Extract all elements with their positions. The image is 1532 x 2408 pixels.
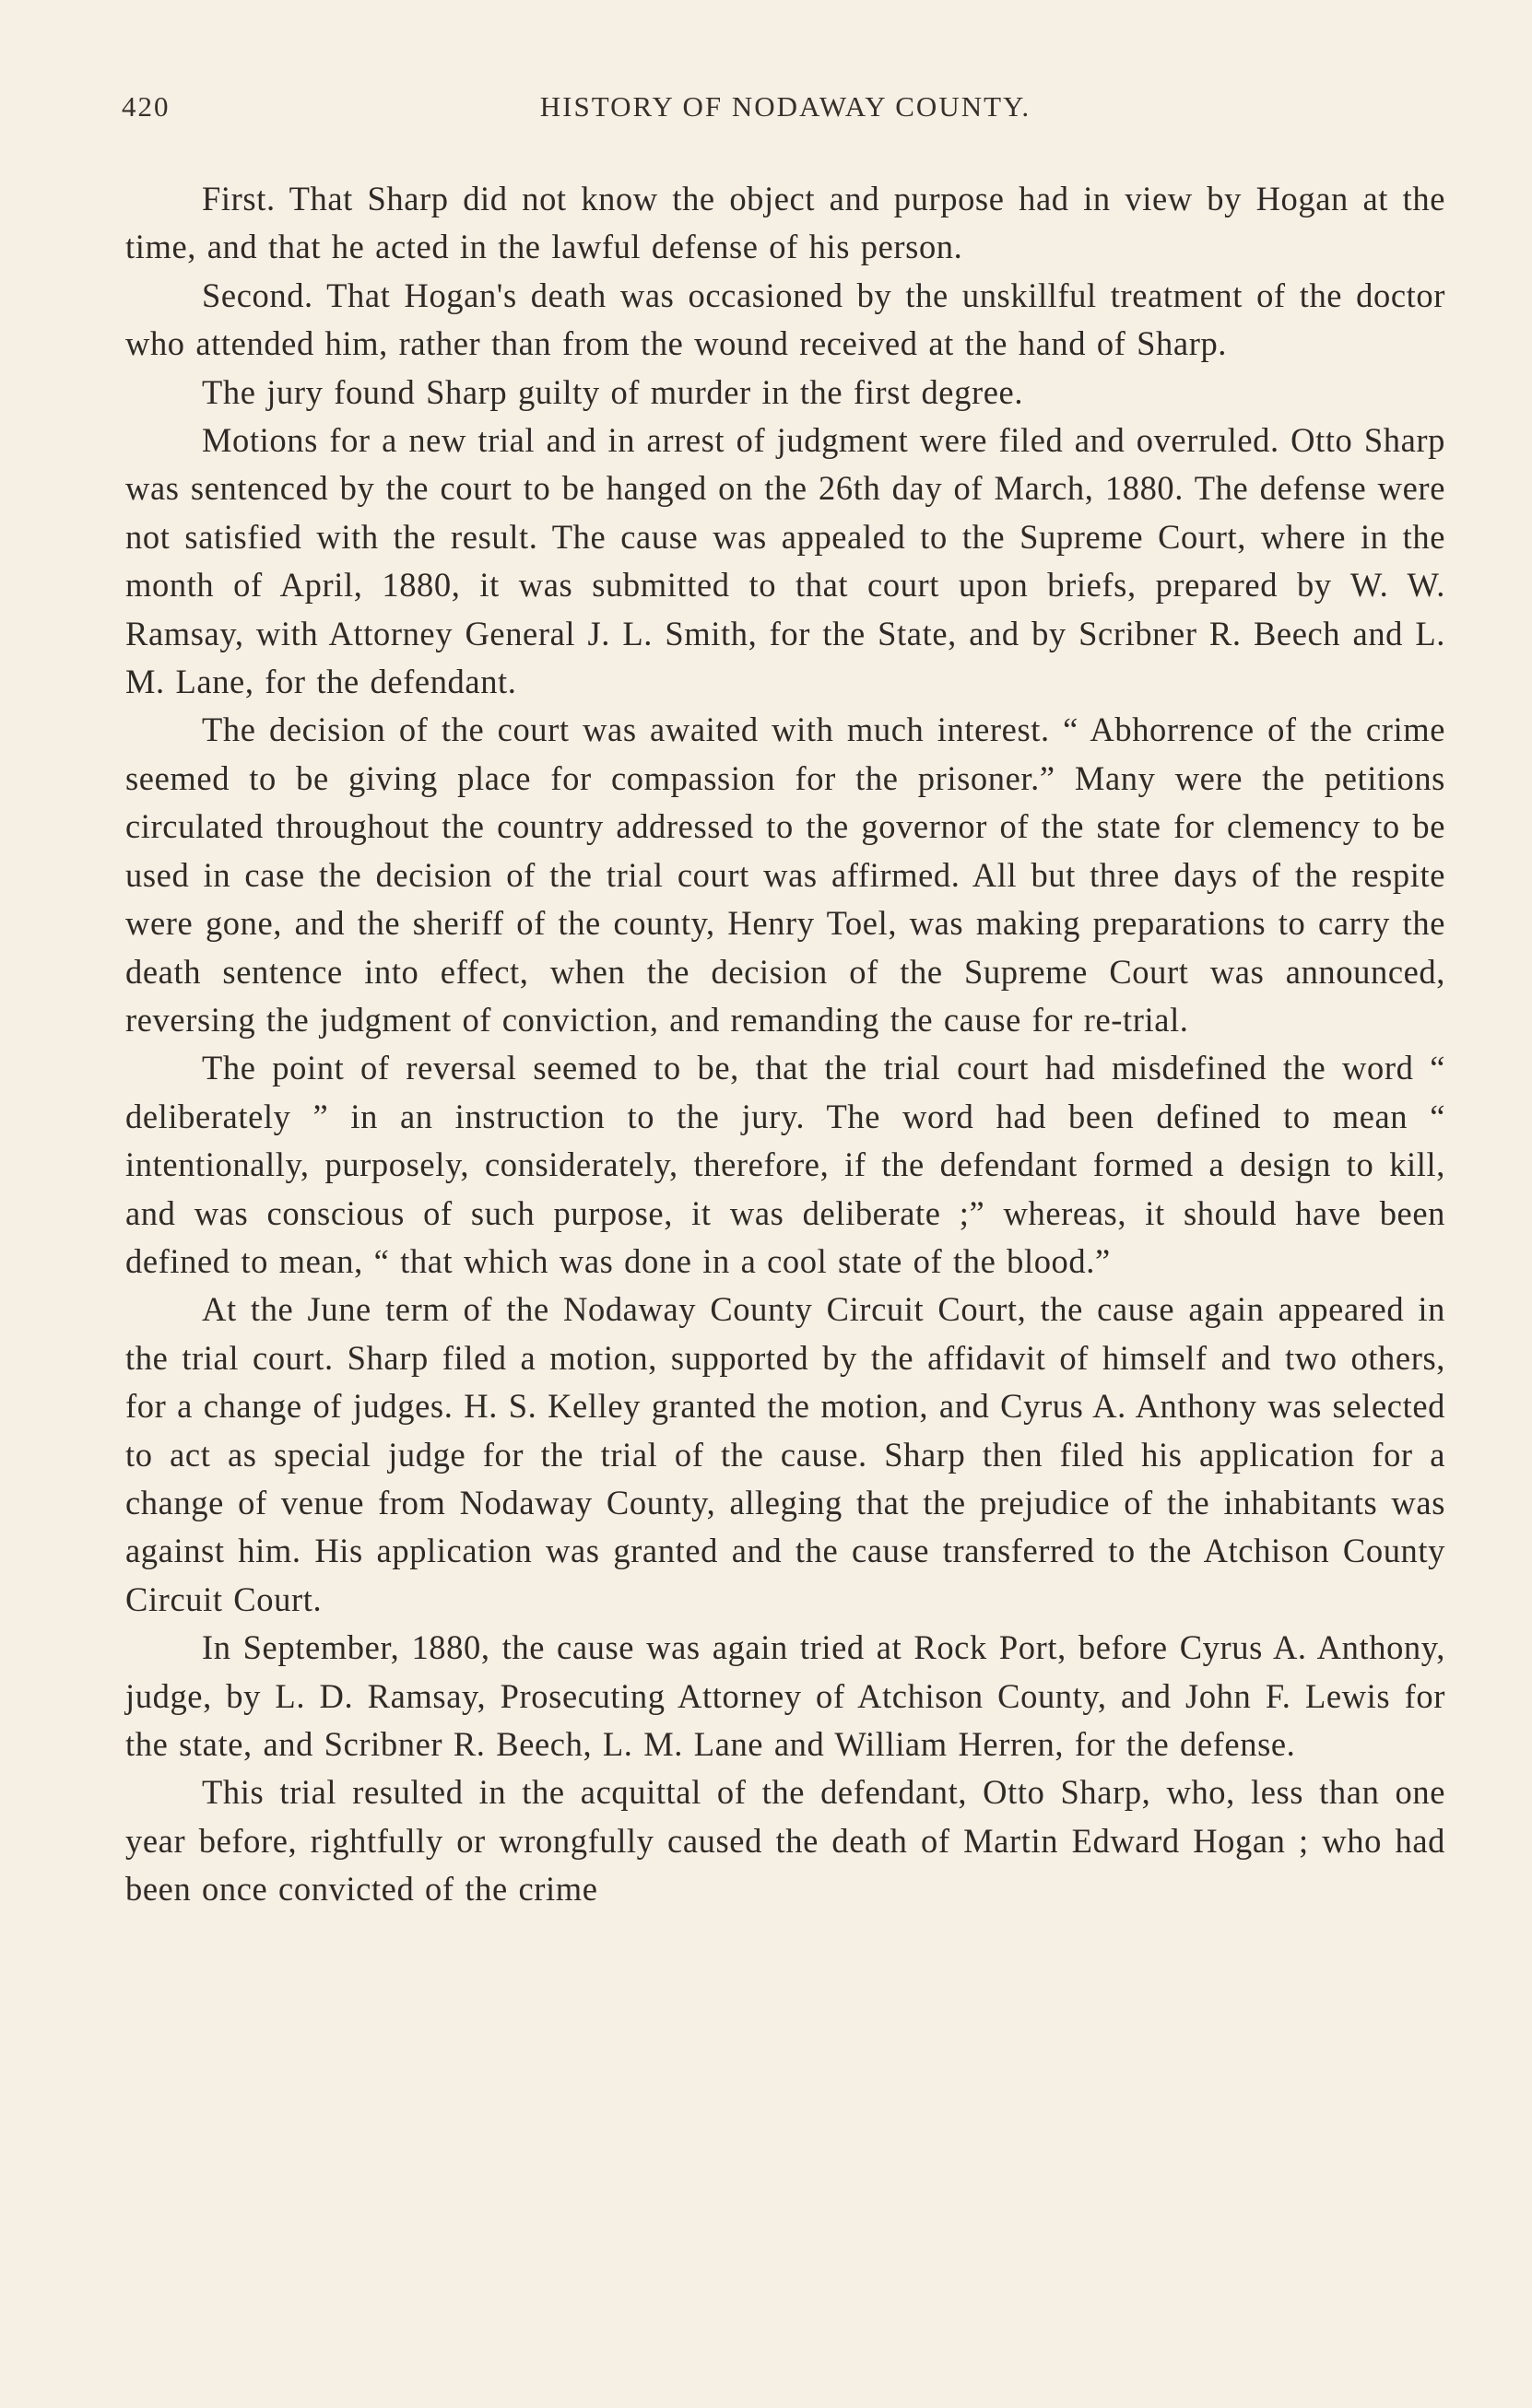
paragraph: This trial resulted in the acquittal of the defendant, Otto Sharp, who, less than one year before, rightfully or wrongfully caused the death of Martin Edward Hogan ; who had been once convicted of the crime [125,1773,1445,1909]
paragraph: In September, 1880, the cause was again tried at Rock Port, before Cyrus A. Anthony, judge, by L. D. Ramsay, Prosecuting Attorney of Atchison County, and John F. Lewis for the state, and Scribner R. Beech, L. M. Lane and William Herren, for the defense. [125,1628,1445,1763]
body-text [125,175,1445,1914]
paragraph: First. That Sharp did not know the object and purpose had in view by Hogan at the time, and that he acted in the lawful defense of his person. [125,180,1445,266]
paragraph: Second. That Hogan's death was occasioned by the unskillful treatment of the doctor who attended him, rather than from the wound received at the hand of Sharp. [125,276,1445,363]
paragraph: The point of reversal seemed to be, that the trial court had misdefined the word “ deliberately ” in an instruction to the jury. The word had been defined to mean “ intentionally, purposely, considerately, therefore, if the defendant formed a design to kill, and was conscious of such purpose, it was deliberate ;” whereas, it should have been defined to mean, “ that which was done in a cool state of the blood.” [125,1049,1445,1280]
paragraph: The jury found Sharp guilty of murder in the first degree. [202,372,1024,411]
page-number: 420 [122,90,171,123]
paragraph: Motions for a new trial and in arrest of judgment were filed and overruled. Otto Sharp was sentenced by the court to be hanged on the 26th day of March, 1880. The defense were not satisfied with the result. The cause was appealed to the Supreme Court, where in the month of April, 1880, it was submitted to that court upon briefs, prepared by W. W. Ramsay, with Attorney General J. L. Smith, for the State, and by Scribner R. Beech and L. M. Lane, for the defendant. [125,421,1445,701]
page-header [122,90,1449,136]
paragraph: The decision of the court was awaited with much interest. “ Abhorrence of the crime seemed to be giving place for compassion for the prisoner.” Many were the petitions circulated throughout the country addressed to the governor of the state for clemency to be used in case the decision of the trial court was affirmed. All but three days of the respite were gone, and the sheriff of the county, Henry Toel, was making preparations to carry the death sentence into effect, when the decision of the Supreme Court was announced, reversing the judgment of conviction, and remanding the cause for re-trial. [125,711,1445,1039]
running-title: HISTORY OF NODAWAY COUNTY. [539,90,1031,123]
paragraph: At the June term of the Nodaway County Circuit Court, the cause again appeared in the trial court. Sharp filed a motion, supported by the affidavit of himself and two others, for a change of judges. H. S. Kelley granted the motion, and Cyrus A. Anthony was selected to act as special judge for the trial of the cause. Sharp then filed his application for a change of venue from Nodaway County, alleging that the prejudice of the inhabitants was against him. His application was granted and the cause transferred to the Atchison County Circuit Court. [125,1290,1445,1618]
